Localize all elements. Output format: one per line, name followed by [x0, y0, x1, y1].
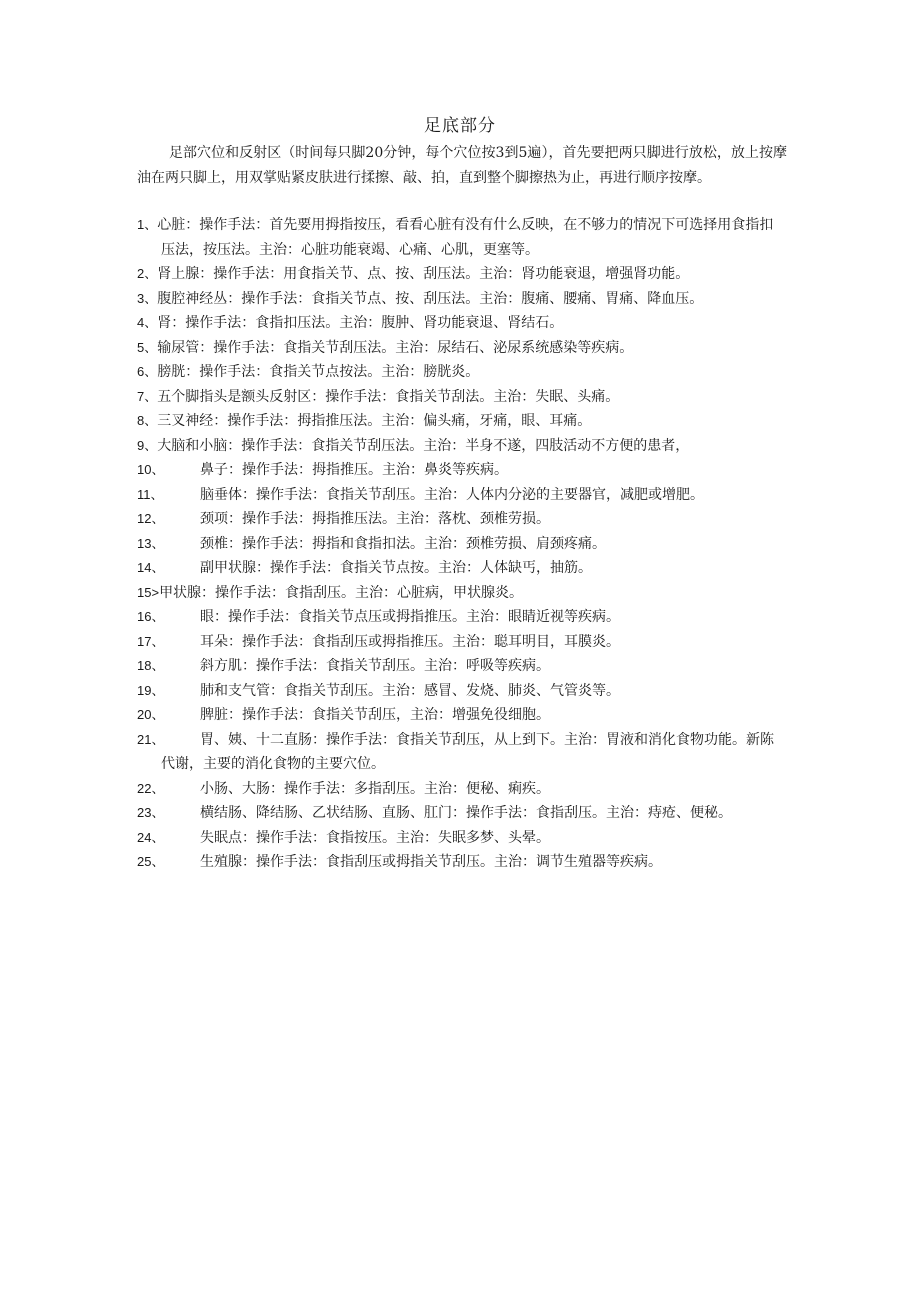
item-text: 膀胱：操作手法：食指关节点按法。主治：膀胱炎。 — [157, 364, 480, 380]
item-number: 25、 — [137, 854, 165, 869]
list-item — [137, 409, 787, 434]
item-number: 21、 — [137, 731, 165, 747]
list-item — [137, 507, 787, 532]
item-text: 耳朵：操作手法：食指刮压或拇指推压。主治：聪耳明目，耳膜炎。 — [200, 633, 620, 650]
list-item — [137, 654, 787, 679]
list-item — [137, 850, 787, 875]
item-number: 3、 — [137, 290, 158, 306]
item-text: 肾上腺：操作手法：用食指关节、点、按、刮压法。主治：肾功能衰退，增强肾功能。 — [157, 266, 690, 282]
item-number: 11、 — [137, 486, 164, 502]
item-number: 22、 — [137, 780, 165, 796]
list-item — [137, 826, 787, 851]
item-number: 7、 — [137, 388, 158, 404]
item-number: 15> — [137, 584, 160, 600]
item-text: 五个脚指头是额头反射区：操作手法：食指关节刮法。主治：失眠、头痛。 — [157, 388, 620, 405]
item-text: 大脑和小脑：操作手法：食指关节刮压法。主治：半身不遂，四肢活动不方便的患者， — [157, 437, 690, 454]
item-text: 脑垂体：操作手法：食指关节刮压。主治：人体内分泌的主要器官，减肥或增肥。 — [200, 486, 704, 503]
acupoint-list — [137, 213, 787, 875]
list-item — [137, 630, 787, 655]
item-number: 23、 — [137, 805, 165, 820]
list-item — [137, 336, 787, 361]
list-item — [137, 311, 787, 336]
item-text: 生殖腺：操作手法：食指刮压或拇指关节刮压。主治：调节生殖器等疾病。 — [200, 854, 662, 870]
item-text: 颈椎：操作手法：拇指和食指扣法。主治：颈椎劳损、肩颈疼痛。 — [200, 535, 606, 552]
list-item — [137, 287, 787, 312]
item-number: 4、 — [137, 315, 158, 330]
list-item — [137, 556, 787, 581]
item-text: 肾：操作手法：食指扣压法。主治：腹肿、肾功能衰退、肾结石。 — [157, 315, 564, 331]
item-number: 24、 — [137, 829, 165, 845]
list-item — [137, 703, 787, 728]
list-item — [137, 360, 787, 385]
item-text: 横结肠、降结肠、乙状结肠、直肠、肛门：操作手法：食指刮压。主治：痔疮、便秘。 — [200, 805, 732, 821]
list-item — [137, 434, 787, 459]
item-text: 斜方肌：操作手法：食指关节刮压。主治：呼吸等疾病。 — [200, 658, 550, 674]
item-number: 14、 — [137, 560, 165, 575]
list-item — [137, 801, 787, 826]
list-item — [137, 483, 787, 508]
item-text: 失眠点：操作手法：食指按压。主治：失眠多梦、头晕。 — [200, 829, 550, 846]
list-item — [137, 605, 787, 630]
list-item — [137, 679, 787, 704]
page-title: 足底部分 — [424, 116, 496, 136]
item-number: 20、 — [137, 707, 165, 722]
item-number: 18、 — [137, 658, 165, 673]
item-number: 6、 — [137, 364, 158, 379]
item-number: 13、 — [137, 535, 165, 551]
item-number: 8、 — [137, 413, 158, 428]
item-text: 三叉神经：操作手法：拇指推压法。主治：偏头痛，牙痛，眼、耳痛。 — [157, 413, 592, 429]
list-item — [137, 777, 787, 802]
item-text: 眼：操作手法：食指关节点压或拇指推压。主治：眼睛近视等疾病。 — [200, 609, 620, 625]
item-text: 心脏：操作手法：首先要用拇指按压，看看心脏有没有什么反映，在不够力的情况下可选择用食指扣压法，按压法。主治：心脏功能衰竭、心痛、心肌，更塞等。 — [157, 217, 774, 258]
list-item — [137, 532, 787, 557]
item-text: 甲状腺：操作手法：食指刮压。主治：心脏病，甲状腺炎。 — [159, 584, 524, 601]
item-number: 1、 — [137, 217, 158, 232]
item-text: 输尿管：操作手法：食指关节刮压法。主治：尿结石、泌尿系统感染等疾病。 — [157, 339, 634, 356]
list-item — [137, 213, 787, 262]
item-text: 脾脏：操作手法：食指关节刮压，主治：增强免役细胞。 — [200, 707, 550, 723]
list-item — [137, 458, 787, 483]
item-number: 12、 — [137, 511, 165, 526]
item-text: 腹腔神经丛：操作手法：食指关节点、按、刮压法。主治：腹痛、腰痛、胃痛、降血压。 — [157, 290, 704, 307]
item-number: 5、 — [137, 339, 158, 355]
list-item — [137, 385, 787, 410]
item-text: 肺和支气管：食指关节刮压。主治：感冒、发烧、肺炎、气管炎等。 — [200, 682, 620, 699]
list-item — [137, 262, 787, 287]
item-text: 副甲状腺：操作手法：食指关节点按。主治：人体缺丐，抽筋。 — [200, 560, 592, 576]
item-text: 胃、姨、十二直肠：操作手法：食指关节刮压，从上到下。主治：胃液和消化食物功能。新陈代谢，主要的消化食物的主要穴位。 — [161, 731, 774, 772]
item-number: 9、 — [137, 437, 158, 453]
item-number: 19、 — [137, 682, 165, 698]
intro-paragraph: 足部穴位和反射区（时间每只脚20分钟，每个穴位按3到5遍），首先要把两只脚进行放松，放上按摩油在两只脚上，用双掌贴紧皮肤进行揉擦、敲、拍，直到整个脚擦热为止，再进行顺序按摩。 — [137, 145, 787, 186]
list-item — [137, 581, 787, 606]
item-text: 鼻子：操作手法：拇指推压。主治：鼻炎等疾病。 — [200, 462, 508, 478]
item-text: 颈项：操作手法：拇指推压法。主治：落枕、颈椎劳损。 — [200, 511, 550, 527]
item-number: 16、 — [137, 609, 165, 624]
item-number: 10、 — [137, 462, 165, 477]
list-item — [137, 728, 787, 777]
item-number: 2、 — [137, 266, 158, 281]
item-text: 小肠、大肠：操作手法：多指刮压。主治：便秘、痢疾。 — [200, 780, 550, 797]
item-number: 17、 — [137, 633, 165, 649]
